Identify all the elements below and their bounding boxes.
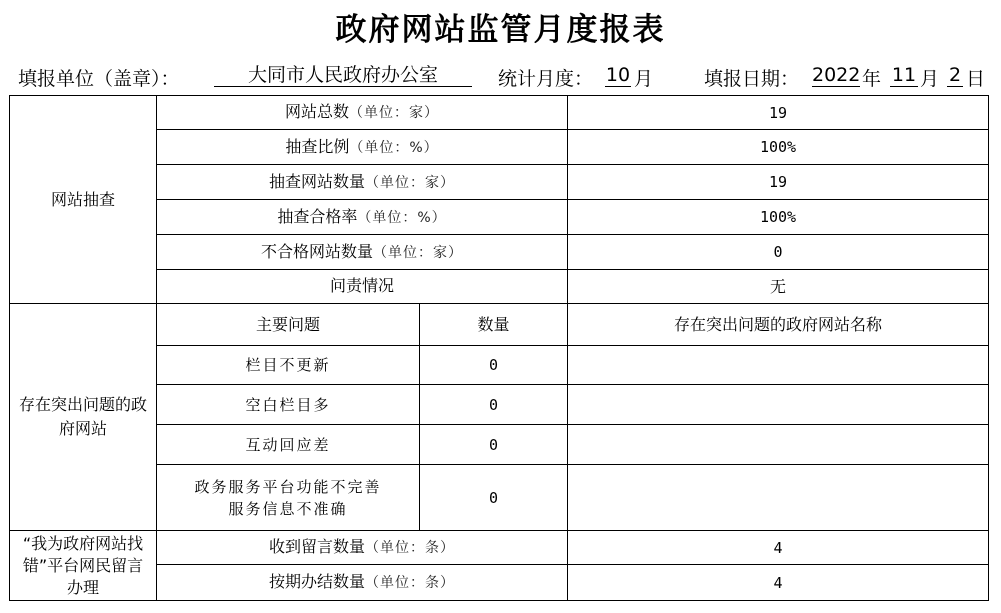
date-year: 2022 xyxy=(812,64,861,86)
row-label: 网站总数（单位：家） xyxy=(157,96,568,130)
table-row xyxy=(10,465,989,531)
row-label: 问责情况 xyxy=(157,270,568,304)
row-value: 100% xyxy=(568,200,989,235)
sites-cell xyxy=(568,425,989,465)
date-day: 2 xyxy=(948,64,962,86)
date-day-suffix: 日 xyxy=(966,68,986,90)
col-header-count: 数量 xyxy=(420,304,568,346)
table-row xyxy=(10,165,989,200)
table-row xyxy=(10,565,989,601)
section-feedback: “我为政府网站找错”平台网民留言办理 xyxy=(10,531,157,601)
sites-cell xyxy=(568,385,989,425)
date-label: 填报日期： xyxy=(704,68,800,90)
report-title: 政府网站监管月度报表 xyxy=(335,12,666,48)
row-value: 0 xyxy=(568,235,989,270)
table-row xyxy=(10,200,989,235)
table-row xyxy=(10,385,989,425)
count-cell: 0 xyxy=(420,346,568,385)
row-value: 100% xyxy=(568,130,989,165)
table-row xyxy=(10,235,989,270)
row-value: 4 xyxy=(568,565,989,601)
row-value: 19 xyxy=(568,165,989,200)
period-suffix: 月 xyxy=(634,68,654,90)
row-label: 抽查比例（单位：%） xyxy=(157,130,568,165)
table-row xyxy=(10,130,989,165)
sites-cell xyxy=(568,346,989,385)
count-cell: 0 xyxy=(420,385,568,425)
period-value: 10 xyxy=(605,64,631,86)
count-cell: 0 xyxy=(420,425,568,465)
report-table xyxy=(9,95,989,601)
col-header-sites: 存在突出问题的政府网站名称 xyxy=(568,304,989,346)
section-issues: 存在突出问题的政府网站 xyxy=(10,304,157,531)
table-row xyxy=(10,304,989,346)
row-label: 收到留言数量（单位：条） xyxy=(157,531,568,565)
date-month: 11 xyxy=(891,64,917,86)
row-label: 抽查合格率（单位：%） xyxy=(157,200,568,235)
date-month-suffix: 月 xyxy=(920,68,940,90)
row-value: 4 xyxy=(568,531,989,565)
row-label: 不合格网站数量（单位：家） xyxy=(157,235,568,270)
report-header xyxy=(18,64,993,90)
table-row xyxy=(10,346,989,385)
row-value: 19 xyxy=(568,96,989,130)
problem-cell: 空白栏目多 xyxy=(157,385,420,425)
unit-label: 填报单位（盖章）： xyxy=(18,68,180,90)
table-row xyxy=(10,96,989,130)
unit-value: 大同市人民政府办公室 xyxy=(214,64,472,87)
problem-cell: 政务服务平台功能不完善 服务信息不准确 xyxy=(157,465,420,531)
problem-cell: 互动回应差 xyxy=(157,425,420,465)
row-value: 无 xyxy=(568,270,989,304)
row-label: 抽查网站数量（单位：家） xyxy=(157,165,568,200)
row-label: 按期办结数量（单位：条） xyxy=(157,565,568,601)
section-spot-check: 网站抽查 xyxy=(10,96,157,304)
sites-cell xyxy=(568,465,989,531)
problem-cell: 栏目不更新 xyxy=(157,346,420,385)
table-row xyxy=(10,425,989,465)
col-header-problem: 主要问题 xyxy=(157,304,420,346)
table-row xyxy=(10,270,989,304)
count-cell: 0 xyxy=(420,465,568,531)
date-year-suffix: 年 xyxy=(862,68,882,90)
table-row xyxy=(10,531,989,565)
period-label: 统计月度： xyxy=(498,68,594,90)
